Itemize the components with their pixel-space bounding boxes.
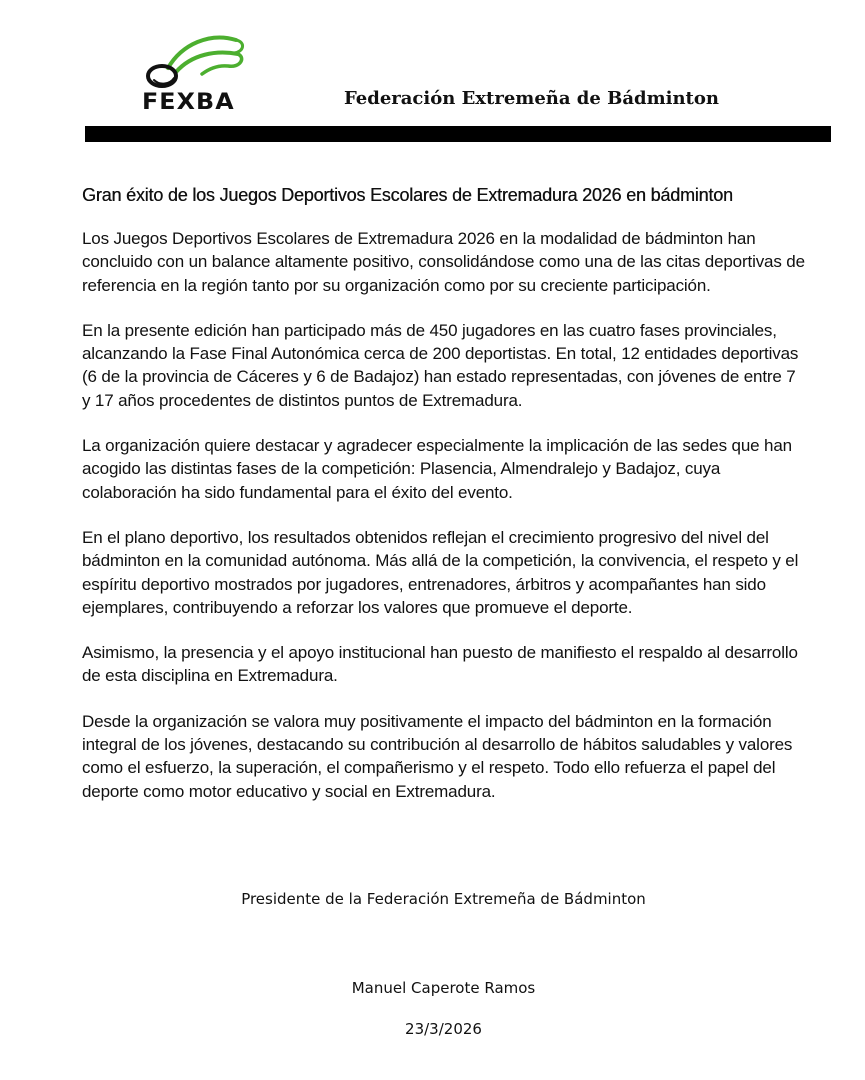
signature-date: 23/3/2026 [405,1020,482,1038]
signature-role: Presidente de la Federación Extremeña de Bádminton [241,890,646,908]
fexba-logo [140,28,250,114]
article-body [82,182,806,825]
signature-name: Manuel Caperote Ramos [351,979,536,997]
paragraph-3: La organización quiere destacar y agradecer especialmente la implicación de las sedes que han acogido las distintas fases de la competición: Plasencia, Almendralejo y Badajoz, cuya colaboración ha sido fundamental para el éxito del evento. [82,436,792,502]
organization-title: Federación Extremeña de Bádminton [344,88,719,109]
shuttlecock-logo-icon [140,28,250,92]
paragraph-6: Desde la organización se valora muy positivamente el impacto del bádminton en la formación integral de los jóvenes, destacando su contribución al desarrollo de hábitos saludables y valores como el esfuerzo, la superación, el compañerismo y el respeto. Todo ello refuerza el papel del deporte como motor educativo y social en Extremadura. [82,711,793,801]
paragraph-2: En la presente edición han participado más de 450 jugadores en las cuatro fases provinciales, alcanzando la Fase Final Autonómica cerca de 200 deportistas. En total, 12 entidades deportivas (6 de la provincia de Cáceres y 6 de Badajoz) han estado representadas, con jóvenes de entre 7 y 17 años procedentes de distintos puntos de Extremadura. [82,320,799,410]
paragraph-5: Asimismo, la presencia y el apoyo institucional han puesto de manifiesto el respaldo al desarrollo de esta disciplina en Extremadura. [82,643,798,686]
header-divider [85,126,831,142]
article-headline: Gran éxito de los Juegos Deportivos Escolares de Extremadura 2026 en bádminton [82,185,733,205]
logo-text: FEXBA [142,90,235,115]
paragraph-4: En el plano deportivo, los resultados obtenidos reflejan el crecimiento progresivo del nivel del bádminton en la comunidad autónoma. Más allá de la competición, la convivencia, el respeto y el espíritu deportivo mostrados por jugadores, entrenadores, árbitros y acompañantes han sido ejemplares, contribuyendo a reforzar los valores que promueve el deporte. [82,527,799,617]
paragraph-1: Los Juegos Deportivos Escolares de Extremadura 2026 en la modalidad de bádminton han concluido con un balance altamente positivo, consolidándose como una de las citas deportivas de referencia en la región tanto por su organización como por su creciente participación. [82,229,805,295]
